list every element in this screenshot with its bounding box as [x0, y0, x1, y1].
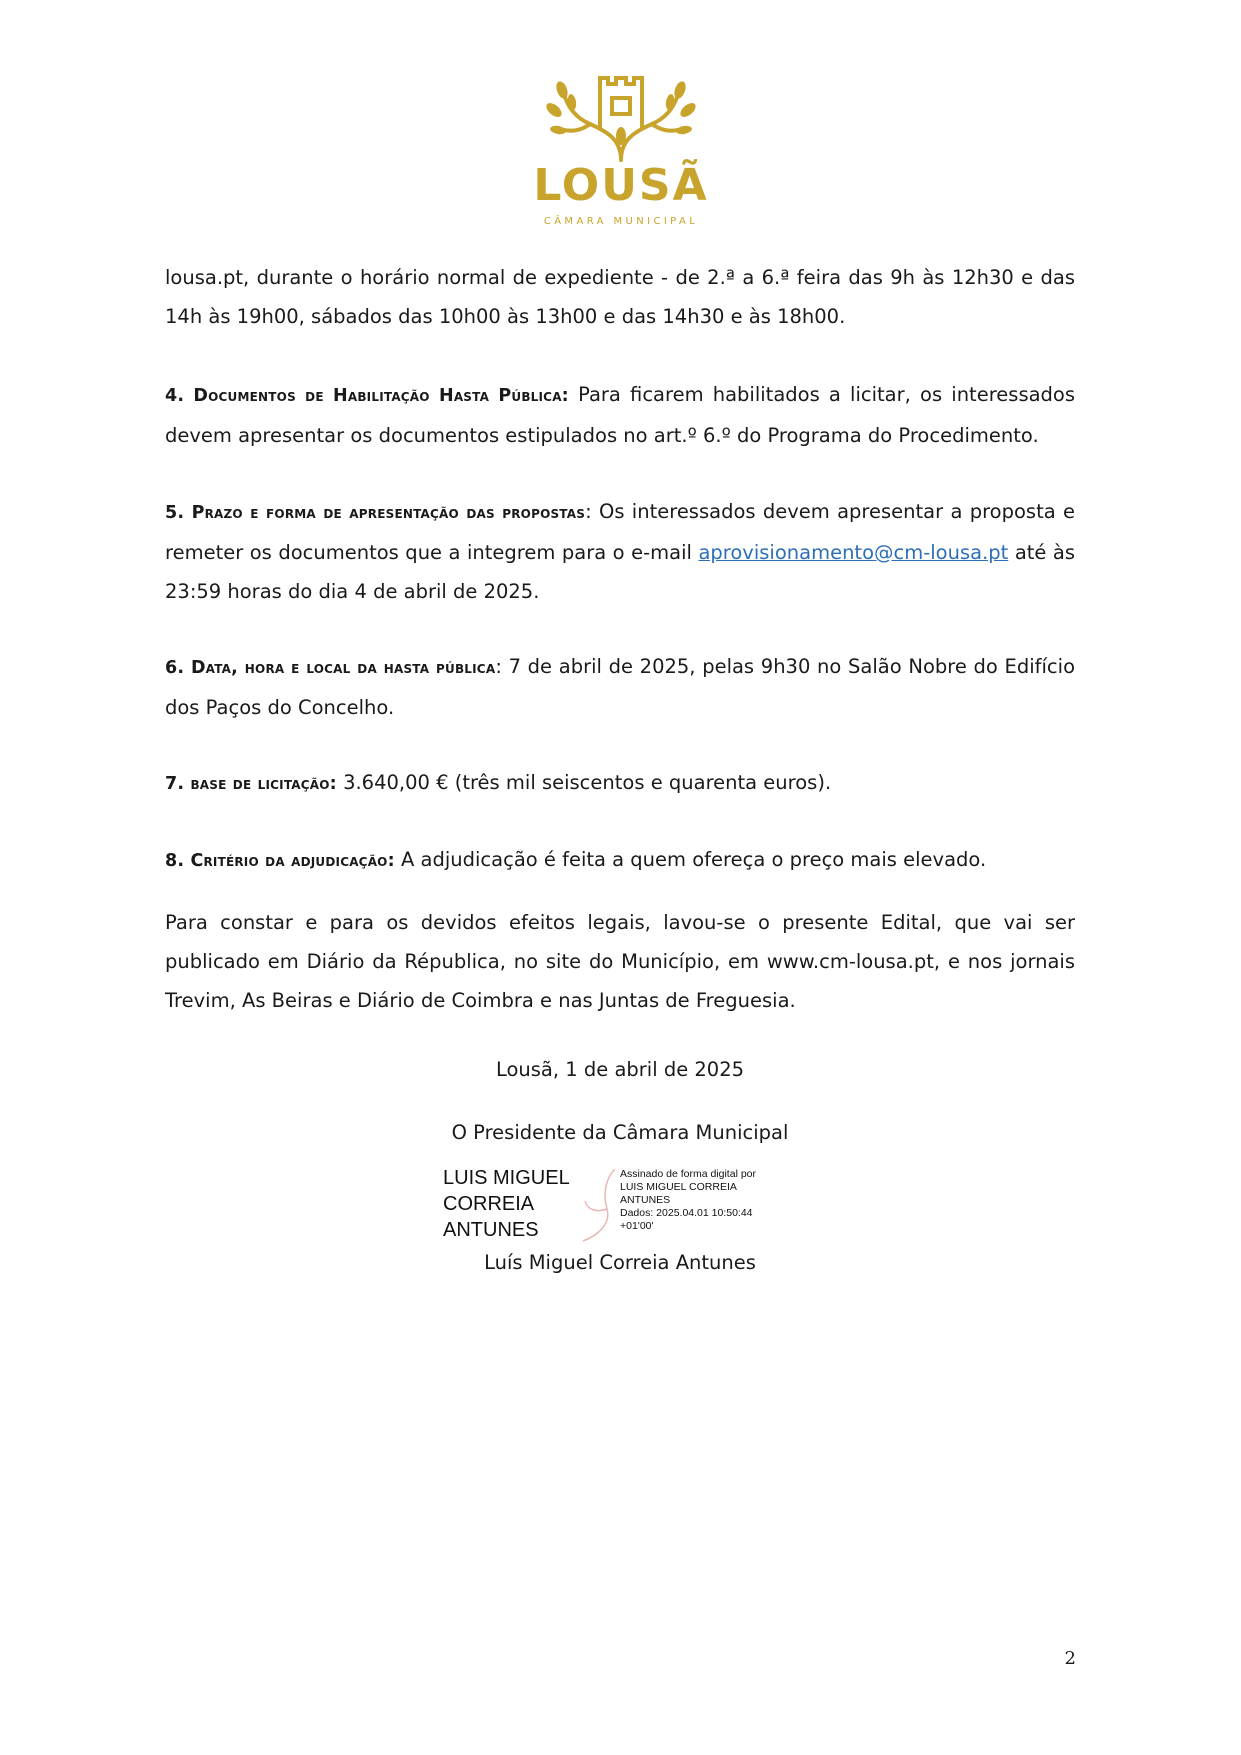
signature-name-line: ANTUNES — [443, 1219, 539, 1241]
section-6-body: : 7 de abril de 2025, pelas 9h30 no Salão Nobre do Edifício dos Paços do Concelho. — [165, 655, 1075, 719]
section-8 — [165, 840, 1075, 881]
signatory-name: Luís Miguel Correia Antunes — [484, 1251, 756, 1274]
signature-detail-line: ANTUNES — [620, 1194, 671, 1206]
municipal-logo — [528, 70, 714, 240]
section-4-body: Para ficarem habilitados a licitar, os interessados devem apresentar os documentos estipulados no art.º 6.º do Programa do Procedimento. — [165, 383, 1076, 447]
logo-wordmark: LOUSÃ — [533, 160, 709, 211]
section-4 — [165, 375, 1075, 455]
digital-signature-details — [620, 1168, 820, 1233]
section-5 — [165, 492, 1075, 611]
section-7-body: 3.640,00 € (três mil seiscentos e quarenta euros). — [343, 771, 832, 794]
signature-name-line: LUIS MIGUEL — [443, 1167, 570, 1189]
section-7-title: base de licitação: — [190, 774, 337, 794]
section-5-number: 5. — [165, 503, 185, 523]
tower-tree-emblem-icon — [528, 70, 714, 170]
section-5-body-a: : Os interessados devem apresentar a proposta e remeter os documentos que a integrem para o e-mail — [165, 500, 1075, 564]
place-date: Lousã, 1 de abril de 2025 — [495, 1058, 745, 1081]
section-7 — [165, 763, 1075, 804]
signature-detail-line: LUIS MIGUEL CORREIA — [620, 1181, 737, 1193]
intro-paragraph: lousa.pt, durante o horário normal de expediente - de 2.ª a 6.ª feira das 9h às 12h30 e das 14h às 19h00, sábados das 10h00 às 13h00 e das 14h30 e às 18h00. — [165, 266, 1075, 328]
section-5-title: Prazo e forma de apresentação das propostas — [191, 503, 586, 523]
signatory-role: O Presidente da Câmara Municipal — [451, 1121, 789, 1144]
closing-paragraph: Para constar e para os devidos efeitos legais, lavou-se o presente Edital, que vai ser publicado em Diário da Républica, no site do Município, em www.cm-lousa.pt, e nos jornais Trevim, As Beiras e Diário de Coimbra e nas Juntas de Freguesia. — [165, 911, 1075, 1012]
email-link[interactable]: aprovisionamento@cm-lousa.pt — [698, 541, 1009, 564]
signature-detail-line: Dados: 2025.04.01 10:50:44 — [620, 1207, 753, 1219]
section-8-body: A adjudicação é feita a quem ofereça o preço mais elevado. — [400, 848, 987, 871]
section-7-number: 7. — [165, 774, 185, 794]
section-6-number: 6. — [165, 658, 185, 678]
section-6 — [165, 647, 1075, 727]
section-8-number: 8. — [165, 851, 185, 871]
section-4-number: 4. — [165, 386, 185, 406]
signature-name-line: CORREIA — [443, 1193, 535, 1215]
logo-subtitle: CÂMARA MUNICIPAL — [543, 216, 699, 227]
section-8-title: Critério da adjudicação: — [190, 851, 395, 871]
signature-detail-line: +01'00' — [620, 1220, 654, 1232]
section-5-body-b: até às 23:59 horas do dia 4 de abril de 2025. — [165, 541, 1076, 603]
page-number: 2 — [1064, 1648, 1076, 1669]
signature-flourish-icon — [575, 1165, 625, 1245]
signature-detail-line: Assinado de forma digital por — [620, 1168, 756, 1180]
section-6-title: Data, hora e local da hasta pública — [190, 658, 496, 678]
section-4-title: Documentos de Habilitação Hasta Pública: — [193, 386, 569, 406]
